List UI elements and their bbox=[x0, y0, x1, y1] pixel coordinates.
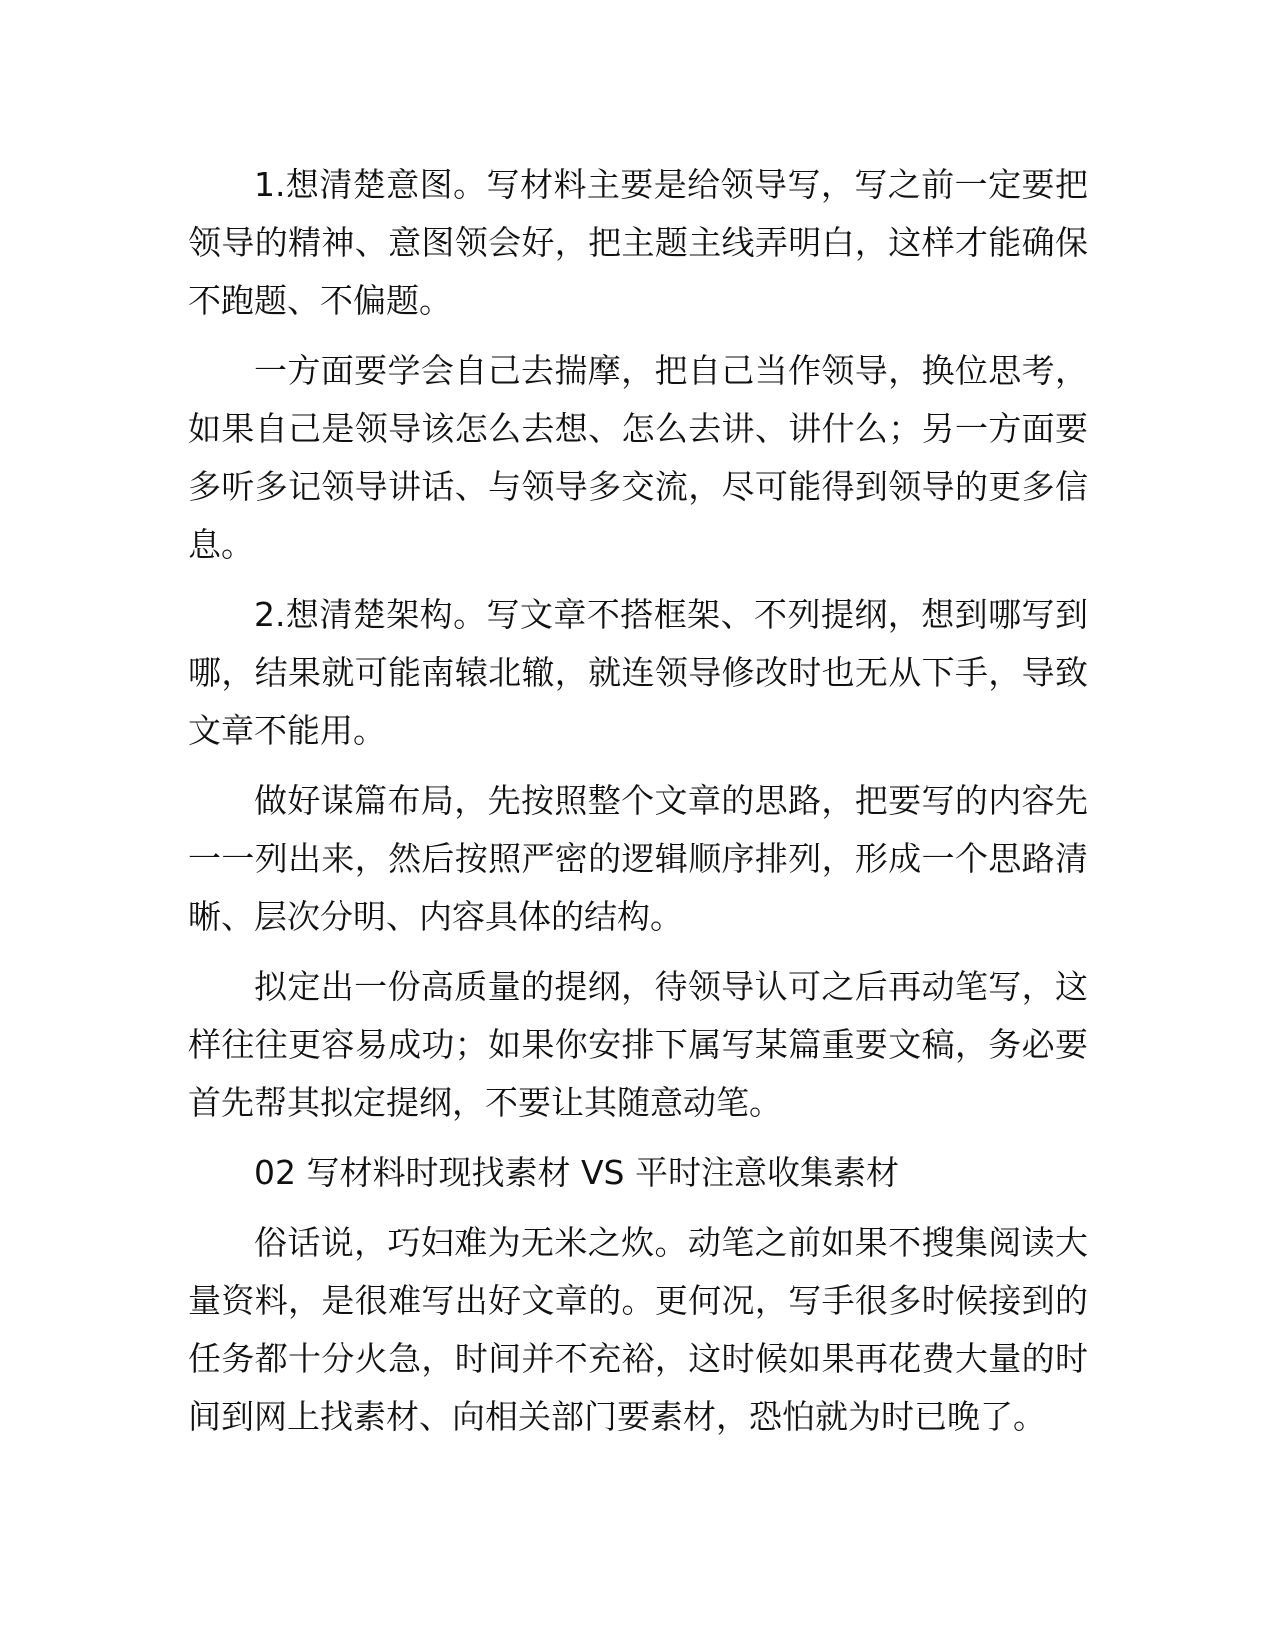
paragraph-layout: 做好谋篇布局，先按照整个文章的思路，把要写的内容先一一列出来，然后按照严密的逻辑顺序排列，形成一个思路清晰、层次分明、内容具体的结构。 bbox=[188, 781, 1088, 936]
paragraph-structure: 2.想清楚架构。写文章不搭框架、不列提纲，想到哪写到哪，结果就可能南辕北辙，就连领导修改时也无从下手，导致文章不能用。 bbox=[188, 595, 1088, 750]
document-page bbox=[188, 156, 1088, 1458]
paragraph-intent: 1.想清楚意图。写材料主要是给领导写，写之前一定要把领导的精神、意图领会好，把主题主线弄明白，这样才能确保不跑题、不偏题。 bbox=[188, 165, 1088, 320]
paragraph-outline: 拟定出一份高质量的提纲，待领导认可之后再动笔写，这样往往更容易成功；如果你安排下属写某篇重要文稿，务必要首先帮其拟定提纲，不要让其随意动笔。 bbox=[188, 967, 1088, 1122]
section-heading: 02 写材料时现找素材 VS 平时注意收集素材 bbox=[254, 1153, 899, 1192]
paragraph-materials: 俗话说，巧妇难为无米之炊。动笔之前如果不搜集阅读大量资料，是很难写出好文章的。更何况，写手很多时候接到的任务都十分火急，时间并不充裕，这时候如果再花费大量的时间到网上找素材、向相关部门要素材，恐怕就为时已晚了。 bbox=[188, 1223, 1088, 1436]
paragraph-empathy: 一方面要学会自己去揣摩，把自己当作领导，换位思考，如果自己是领导该怎么去想、怎么去讲、讲什么；另一方面要多听多记领导讲话、与领导多交流，尽可能得到领导的更多信息。 bbox=[188, 351, 1088, 564]
